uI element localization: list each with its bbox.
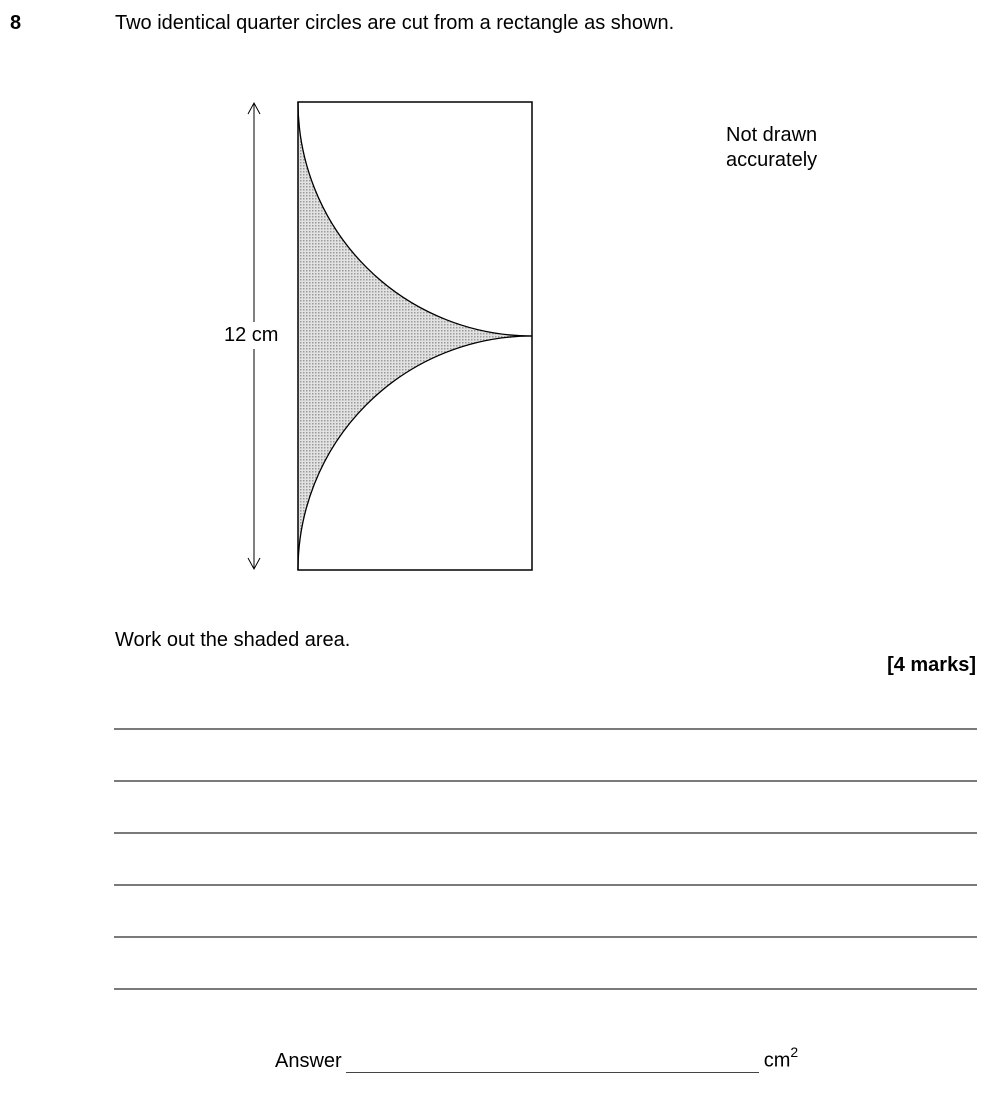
working-area[interactable] (114, 728, 977, 1040)
working-line[interactable] (114, 728, 977, 730)
instruction-text: Work out the shaded area. (115, 629, 351, 651)
working-line[interactable] (114, 988, 977, 990)
answer-input-line[interactable] (346, 1048, 759, 1073)
height-label: 12 cm (224, 322, 278, 349)
working-line[interactable] (114, 936, 977, 938)
marks-label: [4 marks] (887, 654, 976, 676)
answer-unit (764, 1046, 798, 1073)
note-line-2: accurately (726, 149, 818, 171)
unit-exponent: 2 (790, 1044, 799, 1060)
note-line-1: Not drawn (726, 124, 818, 146)
not-drawn-accurately-note (726, 123, 817, 173)
working-line[interactable] (114, 884, 977, 886)
question-text: Two identical quarter circles are cut from a rectangle as shown. (115, 12, 675, 34)
question-number: 8 (10, 12, 22, 34)
working-line[interactable] (114, 780, 977, 782)
unit-base: cm (763, 1049, 791, 1072)
answer-label: Answer (275, 1049, 342, 1072)
answer-row (275, 1046, 798, 1073)
shaded-region (298, 102, 532, 570)
working-line[interactable] (114, 832, 977, 834)
